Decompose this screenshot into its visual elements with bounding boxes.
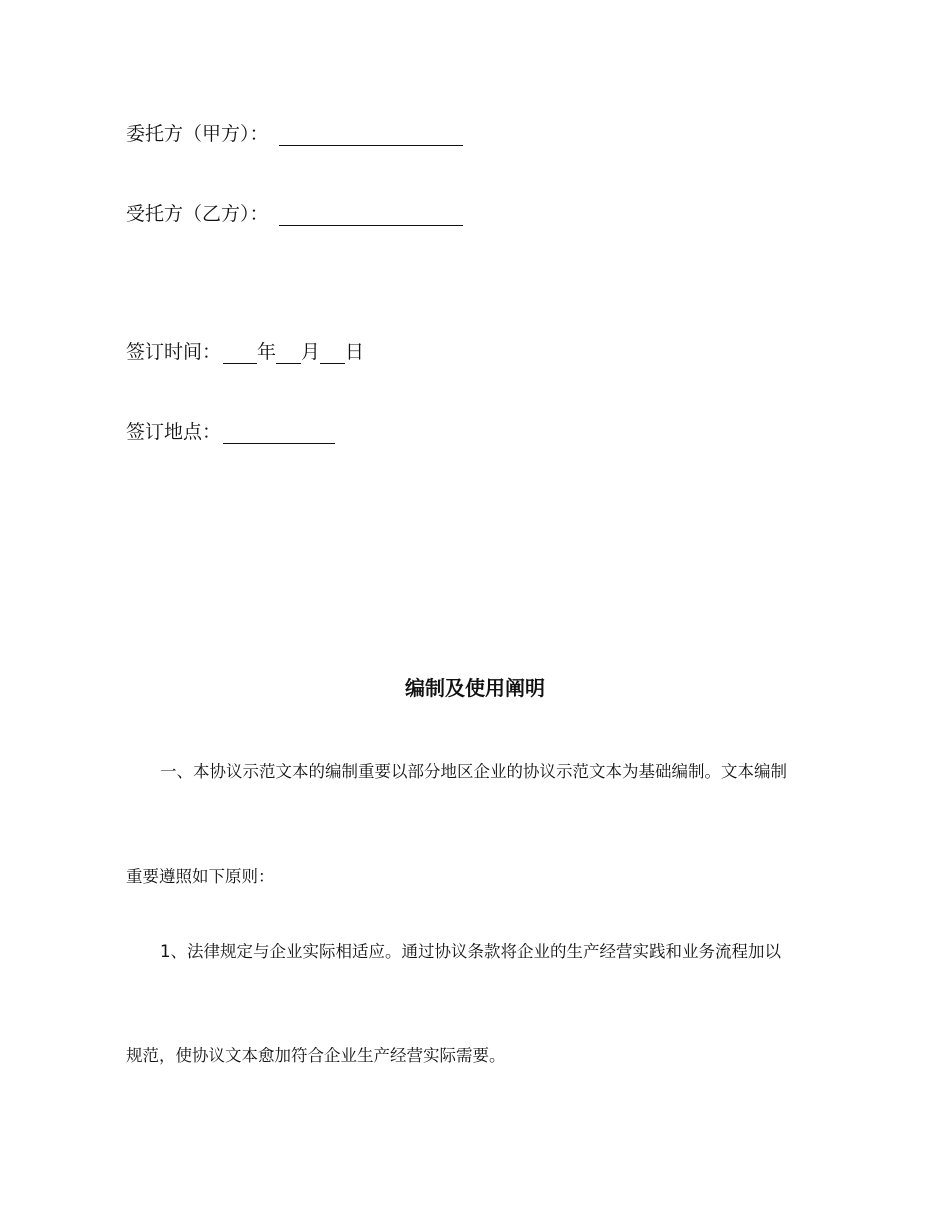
sign-place-label: 签订地点： bbox=[126, 421, 222, 443]
sign-time-label: 签订时间： bbox=[126, 341, 222, 363]
section-title: 编制及使用阐明 bbox=[405, 676, 545, 700]
day-label: 日 bbox=[345, 341, 365, 363]
principal-field bbox=[126, 122, 463, 146]
paragraph-1-line-1: 一、本协议示范文本的编制重要以部分地区企业的协议示范文本为基础编制。文本编制 bbox=[160, 762, 787, 781]
paragraph-2-line-2: 规范，使协议文本愈加符合企业生产经营实际需要。 bbox=[126, 1046, 506, 1065]
month-label: 月 bbox=[301, 341, 321, 363]
agent-label: 受托方（乙方）： bbox=[126, 203, 269, 225]
sign-place-field bbox=[126, 420, 335, 444]
day-blank[interactable] bbox=[320, 343, 345, 364]
month-blank[interactable] bbox=[276, 343, 301, 364]
principal-label: 委托方（甲方）： bbox=[126, 123, 269, 145]
sign-place-blank[interactable] bbox=[223, 423, 335, 444]
sign-time-field bbox=[126, 340, 364, 364]
paragraph-1-line-2: 重要遵照如下原则： bbox=[126, 867, 275, 886]
year-blank[interactable] bbox=[223, 343, 257, 364]
paragraph-2-line-1: 1、法律规定与企业实际相适应。通过协议条款将企业的生产经营实践和业务流程加以 bbox=[160, 942, 781, 961]
agent-field bbox=[126, 202, 463, 226]
agent-blank[interactable] bbox=[279, 205, 463, 226]
year-label: 年 bbox=[257, 341, 277, 363]
principal-blank[interactable] bbox=[279, 125, 463, 146]
